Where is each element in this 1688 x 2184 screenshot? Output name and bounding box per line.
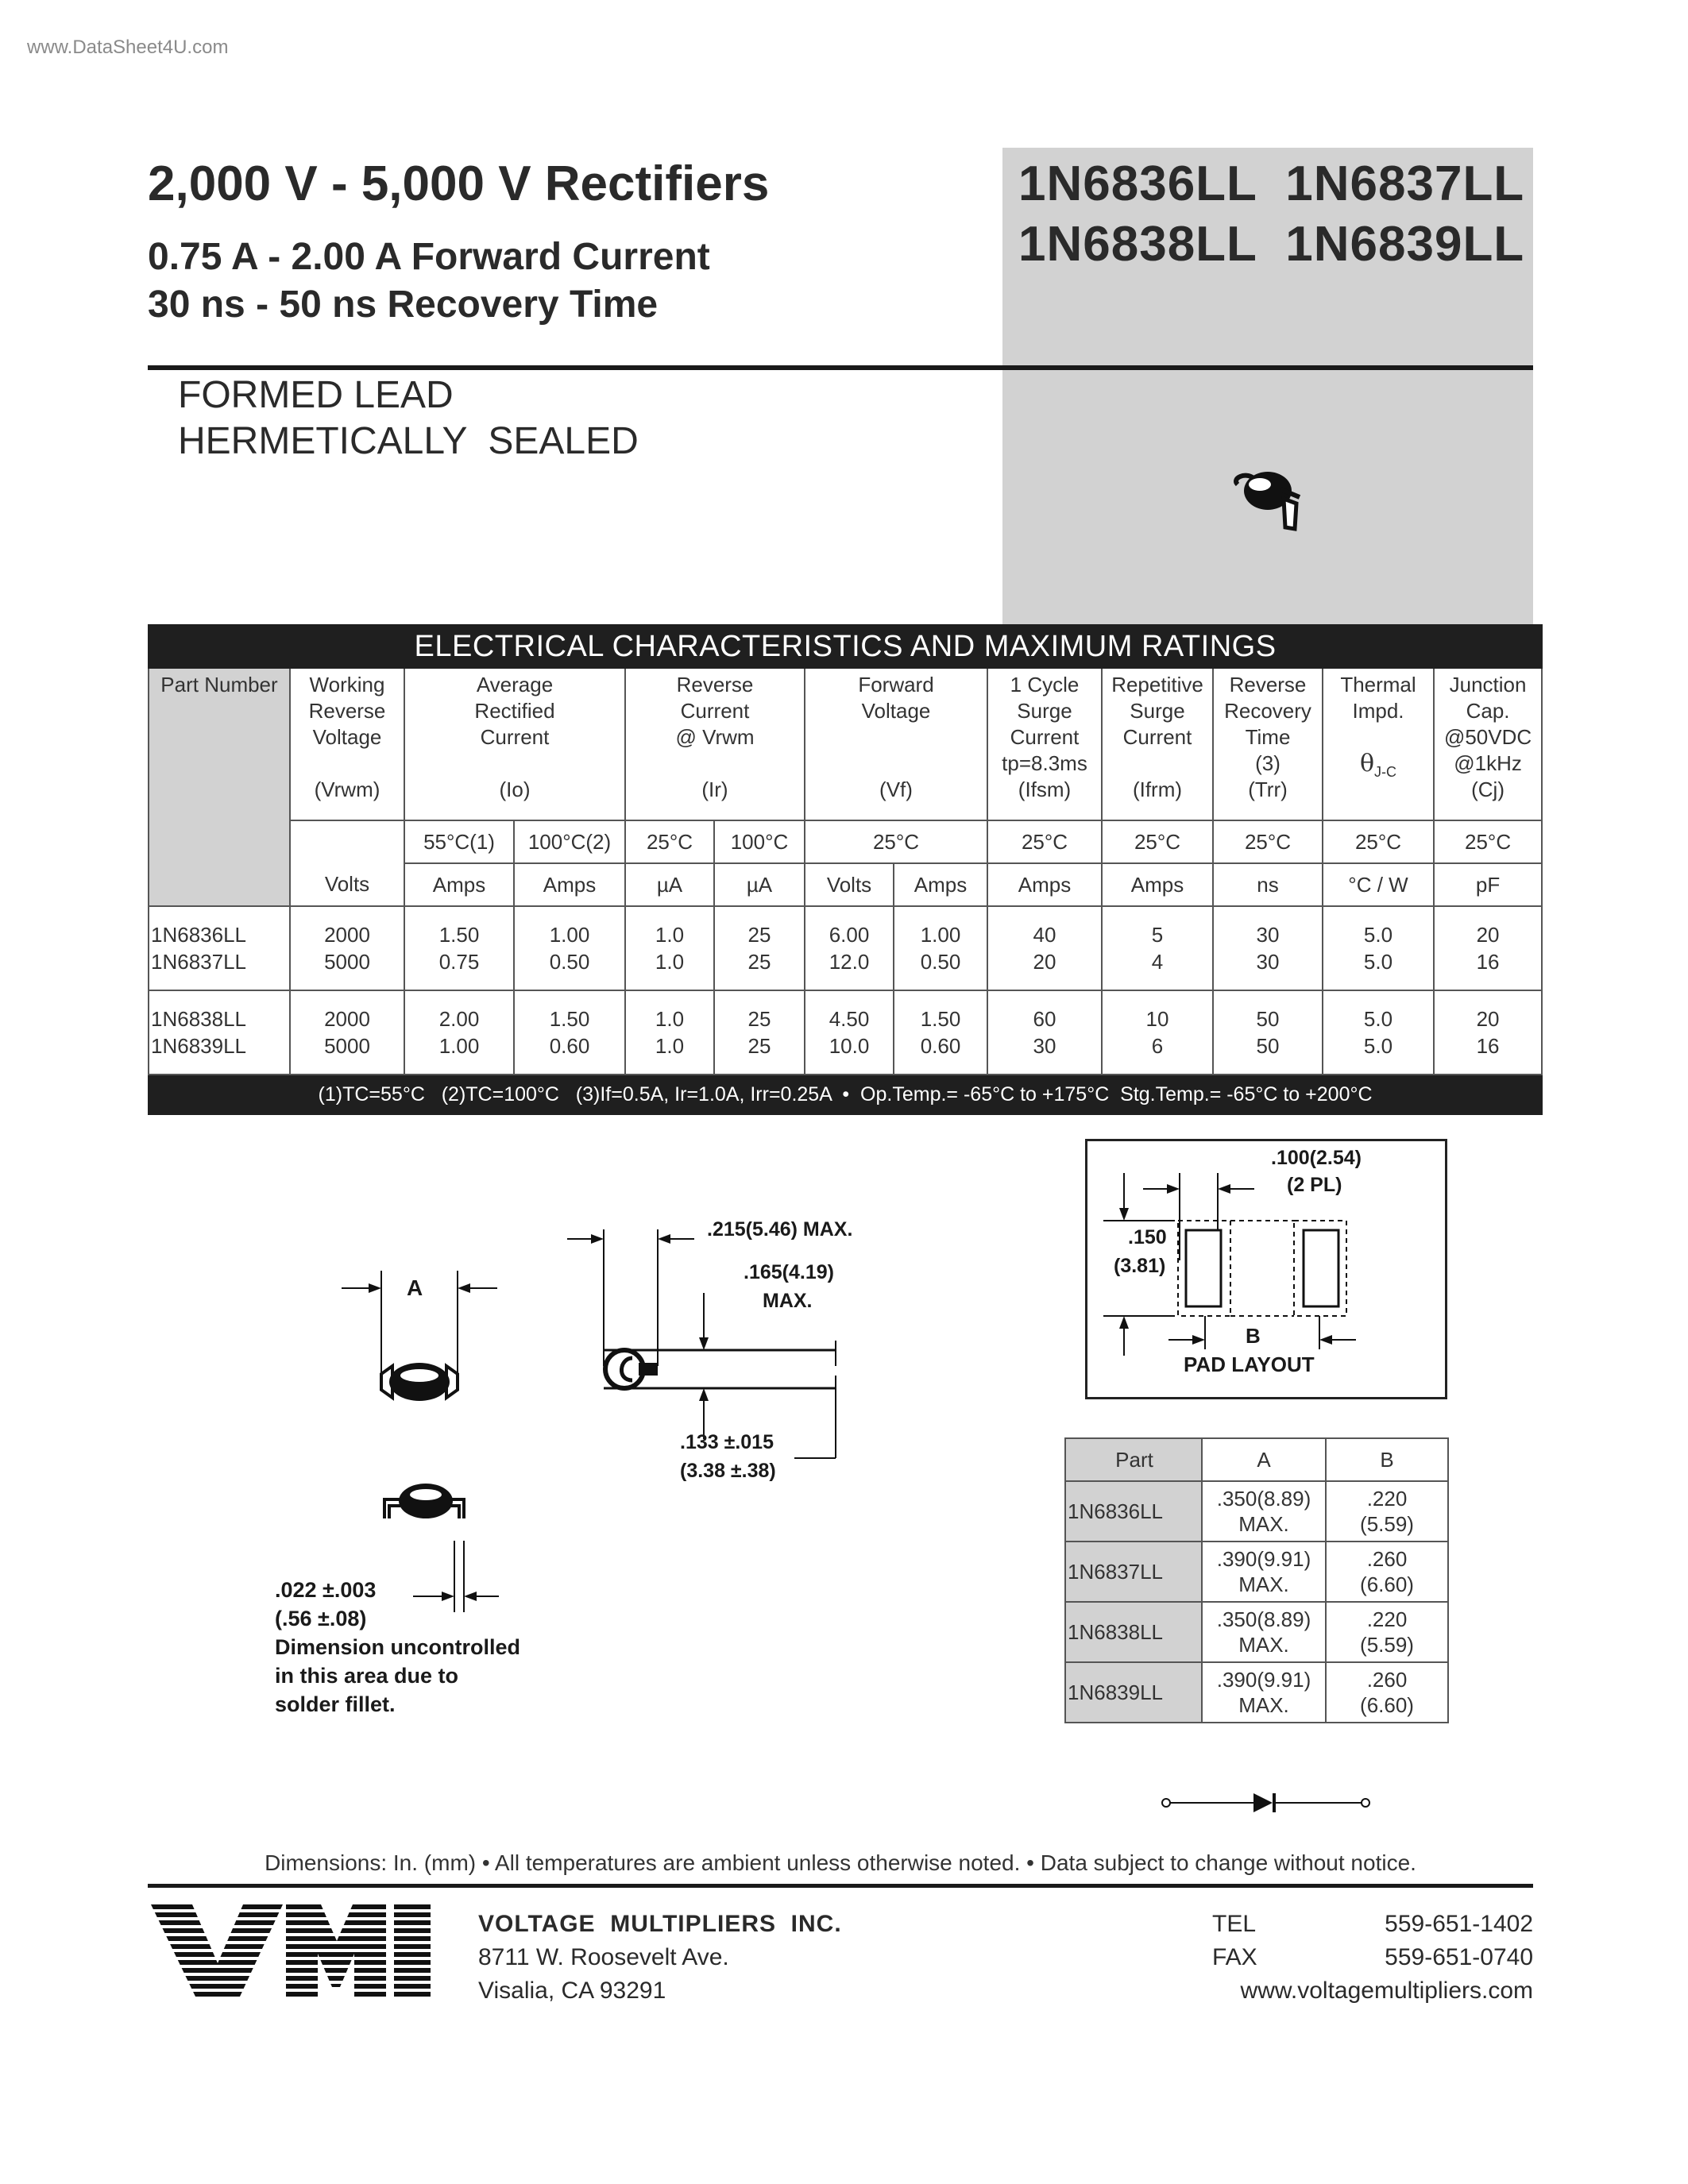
vf-amps-cell: 1.50 0.60: [894, 990, 987, 1075]
contact-block: [1176, 1908, 1533, 2008]
header-io: Average Rectified Current (Io): [404, 668, 625, 820]
ir-25-cell: 1.0 1.0: [625, 990, 714, 1075]
condition-cell: 100°C(2): [514, 820, 625, 863]
theta-jc-symbol: $\theta_{J-C}$: [1359, 750, 1397, 780]
pad-dim-150-mm: (3.81): [1114, 1255, 1166, 1277]
cj-cell: 20 16: [1434, 906, 1542, 990]
table-row: [149, 906, 1542, 990]
dim-a-cell: .390(9.91) MAX.: [1202, 1542, 1326, 1602]
unit-cell: Volts: [290, 863, 404, 906]
table-footnote: (1)TC=55°C (2)TC=100°C (3)If=0.5A, Ir=1.0A, Irr=0.25A • Op.Temp.= -65°C to +175°C Stg.Temp.= -65°C to +200°C: [149, 1075, 1542, 1114]
units-blank: [149, 863, 290, 906]
unit-cell: °C / W: [1323, 863, 1434, 906]
header-ifrm: Repetitive Surge Current (Ifrm): [1102, 668, 1213, 820]
pad-layout-title: PAD LAYOUT: [1184, 1352, 1315, 1376]
tel-label: TEL: [1212, 1911, 1257, 1937]
condition-cell: 25°C: [987, 820, 1102, 863]
tel-number: 559-651-1402: [1385, 1911, 1533, 1937]
vf-amps-cell: 1.00 0.50: [894, 906, 987, 990]
header-ifsm: 1 Cycle Surge Current tp=8.3ms (Ifsm): [987, 668, 1102, 820]
trr-cell: 30 30: [1213, 906, 1323, 990]
ifrm-cell: 10 6: [1102, 990, 1213, 1075]
cj-cell: 20 16: [1434, 990, 1542, 1075]
header-vf: Forward Voltage (Vf): [805, 668, 987, 820]
dimensions-footnote: Dimensions: In. (mm) • All temperatures are ambient unless otherwise noted. • Data subject to change without notice.: [265, 1850, 1416, 1875]
dim-header-b: B: [1326, 1438, 1448, 1481]
condition-cell: 25°C: [805, 820, 987, 863]
part-number-cell: 1N6838LL 1N6839LL: [149, 990, 290, 1075]
unit-cell: Amps: [1102, 863, 1213, 906]
thermal-cell: 5.0 5.0: [1323, 906, 1434, 990]
dim-b-cell: .220 (5.59): [1326, 1602, 1448, 1662]
dim-165-max: MAX.: [763, 1290, 813, 1312]
header-rule: [148, 365, 1533, 370]
dim-b-cell: .260 (6.60): [1326, 1542, 1448, 1602]
dim-133-mm: (3.38 ±.38): [680, 1460, 776, 1482]
ir-25-cell: 1.0 1.0: [625, 906, 714, 990]
table-row: [1065, 1602, 1448, 1662]
condition-cell: 25°C: [1102, 820, 1213, 863]
feature-hermetically-sealed: HERMETICALLY SEALED: [178, 420, 639, 462]
vrwm-cell: 2000 5000: [290, 906, 404, 990]
conditions-blank-vrwm: [290, 820, 404, 863]
unit-cell: Amps: [404, 863, 514, 906]
dim-165: .165(4.19): [744, 1261, 834, 1283]
page-title: 2,000 V - 5,000 V Rectifiers: [148, 156, 770, 211]
company-block: [478, 1908, 842, 2008]
company-name: VOLTAGE MULTIPLIERS INC.: [478, 1911, 842, 1937]
footer-rule: [148, 1884, 1533, 1888]
header-part-number: Part Number: [149, 668, 290, 820]
part-number-cell: 1N6836LL 1N6837LL: [149, 906, 290, 990]
table-banner: ELECTRICAL CHARACTERISTICS AND MAXIMUM RATINGS: [149, 625, 1542, 668]
ifsm-cell: 60 30: [987, 990, 1102, 1075]
dim-a-cell: .350(8.89) MAX.: [1202, 1481, 1326, 1542]
unit-cell: µA: [625, 863, 714, 906]
pad-dim-100: .100(2.54): [1271, 1147, 1362, 1169]
table-row: [149, 990, 1542, 1075]
table-row: [1065, 1662, 1448, 1723]
unit-cell: pF: [1434, 863, 1542, 906]
table-row: [1065, 1542, 1448, 1602]
header-ir: Reverse Current @ Vrwm (Ir): [625, 668, 805, 820]
solder-note-2: in this area due to: [275, 1664, 459, 1688]
feature-formed-lead: FORMED LEAD: [178, 374, 454, 416]
dim-header-a: A: [1202, 1438, 1326, 1481]
thermal-cell: 5.0 5.0: [1323, 990, 1434, 1075]
ir-100-cell: 25 25: [714, 906, 805, 990]
io-100-cell: 1.50 0.60: [514, 990, 625, 1075]
condition-cell: 55°C(1): [404, 820, 514, 863]
solder-note-1: Dimension uncontrolled: [275, 1635, 521, 1659]
vmi-logo: [151, 1904, 453, 1997]
subtitle-forward-current: 0.75 A - 2.00 A Forward Current: [148, 236, 710, 278]
unit-cell: Amps: [514, 863, 625, 906]
dim-133: .133 ±.015: [680, 1431, 774, 1453]
solder-note-3: solder fillet.: [275, 1692, 396, 1716]
table-row: [1065, 1481, 1448, 1542]
condition-cell: 25°C: [1323, 820, 1434, 863]
watermark: www.DataSheet4U.com: [27, 37, 229, 58]
dim-022: .022 ±.003: [275, 1578, 377, 1602]
condition-cell: 25°C: [1434, 820, 1542, 863]
vrwm-cell: 2000 5000: [290, 990, 404, 1075]
address-line-1: 8711 W. Roosevelt Ave.: [478, 1944, 729, 1970]
unit-cell: Amps: [987, 863, 1102, 906]
part-numbers-line-2: 1N6838LL 1N6839LL: [1018, 217, 1525, 272]
header-cj: Junction Cap. @50VDC @1kHz (Cj): [1434, 668, 1542, 820]
dim-022-mm: (.56 ±.08): [275, 1607, 367, 1630]
vf-volts-cell: 4.50 10.0: [805, 990, 894, 1075]
dim-header-part: Part: [1065, 1438, 1202, 1481]
dim-b-cell: .220 (5.59): [1326, 1481, 1448, 1542]
dimension-table: [1064, 1437, 1449, 1723]
condition-cell: 25°C: [625, 820, 714, 863]
package-icon: [1223, 461, 1319, 540]
lead-detail-drawing: [365, 1469, 508, 1620]
subtitle-recovery-time: 30 ns - 50 ns Recovery Time: [148, 284, 659, 326]
dim-part-cell: 1N6836LL: [1065, 1481, 1202, 1542]
header-trr: Reverse Recovery Time (3) (Trr): [1213, 668, 1323, 820]
unit-cell: µA: [714, 863, 805, 906]
unit-cell: Volts: [805, 863, 894, 906]
io-100-cell: 1.00 0.50: [514, 906, 625, 990]
dim-215: .215(5.46) MAX.: [707, 1218, 853, 1241]
ifrm-cell: 5 4: [1102, 906, 1213, 990]
dim-a-cell: .390(9.91) MAX.: [1202, 1662, 1326, 1723]
fax-number: 559-651-0740: [1385, 1944, 1533, 1970]
unit-cell: ns: [1213, 863, 1323, 906]
label-b: B: [1246, 1324, 1261, 1348]
condition-cell: 100°C: [714, 820, 805, 863]
dim-b-cell: .260 (6.60): [1326, 1662, 1448, 1723]
diode-symbol-icon: [1160, 1787, 1374, 1819]
header-thermal: Thermal Impd. $\theta_{J-C}$: [1323, 668, 1434, 820]
dim-part-cell: 1N6838LL: [1065, 1602, 1202, 1662]
fax-label: FAX: [1212, 1944, 1257, 1970]
conditions-blank: [149, 820, 290, 863]
io-55-cell: 1.50 0.75: [404, 906, 514, 990]
dim-part-cell: 1N6837LL: [1065, 1542, 1202, 1602]
ir-100-cell: 25 25: [714, 990, 805, 1075]
pad-dim-150: .150: [1128, 1226, 1167, 1248]
trr-cell: 50 50: [1213, 990, 1323, 1075]
address-line-2: Visalia, CA 93291: [478, 1978, 666, 2004]
ifsm-cell: 40 20: [987, 906, 1102, 990]
io-55-cell: 2.00 1.00: [404, 990, 514, 1075]
dim-part-cell: 1N6839LL: [1065, 1662, 1202, 1723]
electrical-characteristics-table: [148, 624, 1543, 1115]
unit-cell: Amps: [894, 863, 987, 906]
website-link[interactable]: www.voltagemultipliers.com: [1240, 1978, 1533, 2004]
dim-a-cell: .350(8.89) MAX.: [1202, 1602, 1326, 1662]
pad-dim-2pl: (2 PL): [1287, 1174, 1342, 1196]
vf-volts-cell: 6.00 12.0: [805, 906, 894, 990]
header-vrwm: Working Reverse Voltage (Vrwm): [290, 668, 404, 820]
condition-cell: 25°C: [1213, 820, 1323, 863]
part-numbers-line-1: 1N6836LL 1N6837LL: [1018, 156, 1525, 211]
label-a: A: [407, 1275, 423, 1300]
